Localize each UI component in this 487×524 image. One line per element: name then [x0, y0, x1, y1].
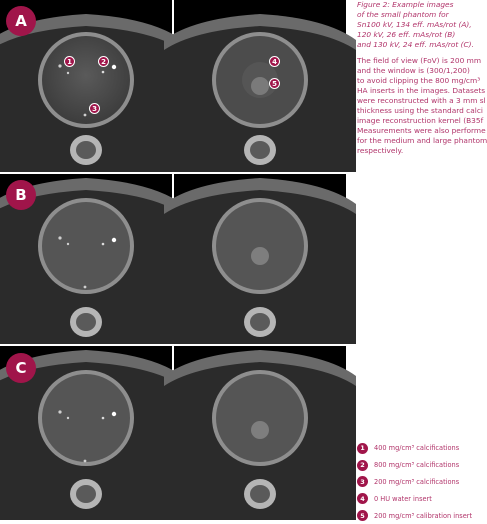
legend-text: 200 mg/cm³ calcifications — [374, 477, 460, 486]
legend-text: 400 mg/cm³ calcifications — [374, 444, 460, 453]
legend-text: 200 mg/cm³ calibration insert — [374, 511, 473, 520]
marker-2: 2 — [98, 56, 109, 67]
ct-image-a-calibration — [174, 0, 346, 172]
legend-badge: 3 — [357, 476, 368, 487]
insert-legend — [357, 440, 474, 524]
legend-item — [357, 457, 474, 474]
row-label-c: C — [6, 353, 36, 383]
legend-badge: 4 — [357, 493, 368, 504]
marker-1: 1 — [64, 56, 75, 67]
caption-figure-title: Figure 2: Example images of the small phantom for Sn100 kV, 134 eff. mAs/rot (A), 120 kV, 26 eff. mAs/rot (B) and 130 kV, 24 eff. mAs/rot (C). — [357, 0, 474, 49]
legend-item — [357, 490, 474, 507]
legend-badge: 1 — [357, 443, 368, 454]
legend-item — [357, 507, 474, 524]
row-label-a: A — [6, 6, 36, 36]
legend-text: 800 mg/cm³ calcifications — [374, 461, 460, 470]
figure-caption — [357, 0, 487, 190]
legend-item — [357, 440, 474, 457]
legend-item — [357, 474, 474, 491]
legend-text: 0 HU water insert — [374, 494, 432, 503]
marker-5: 5 — [269, 78, 280, 89]
caption-body: The field of view (FoV) is 200 mm and the window is (300/1,200) to avoid clipping the 800 mg/cm³ HA inserts in the images. Datasets were reconstructed with a 3 mm sl thickness using the standard calci image reconstruction kernel (B35f Measurements were also performe for the medium and large phantom respectively. — [357, 56, 487, 155]
ct-image-b-calibration — [174, 174, 346, 344]
row-label-b: B — [6, 180, 36, 210]
ct-image-c-calibration — [174, 346, 346, 520]
marker-3: 3 — [89, 103, 100, 114]
marker-4: 4 — [269, 56, 280, 67]
legend-badge: 5 — [357, 510, 368, 521]
legend-badge: 2 — [357, 460, 368, 471]
